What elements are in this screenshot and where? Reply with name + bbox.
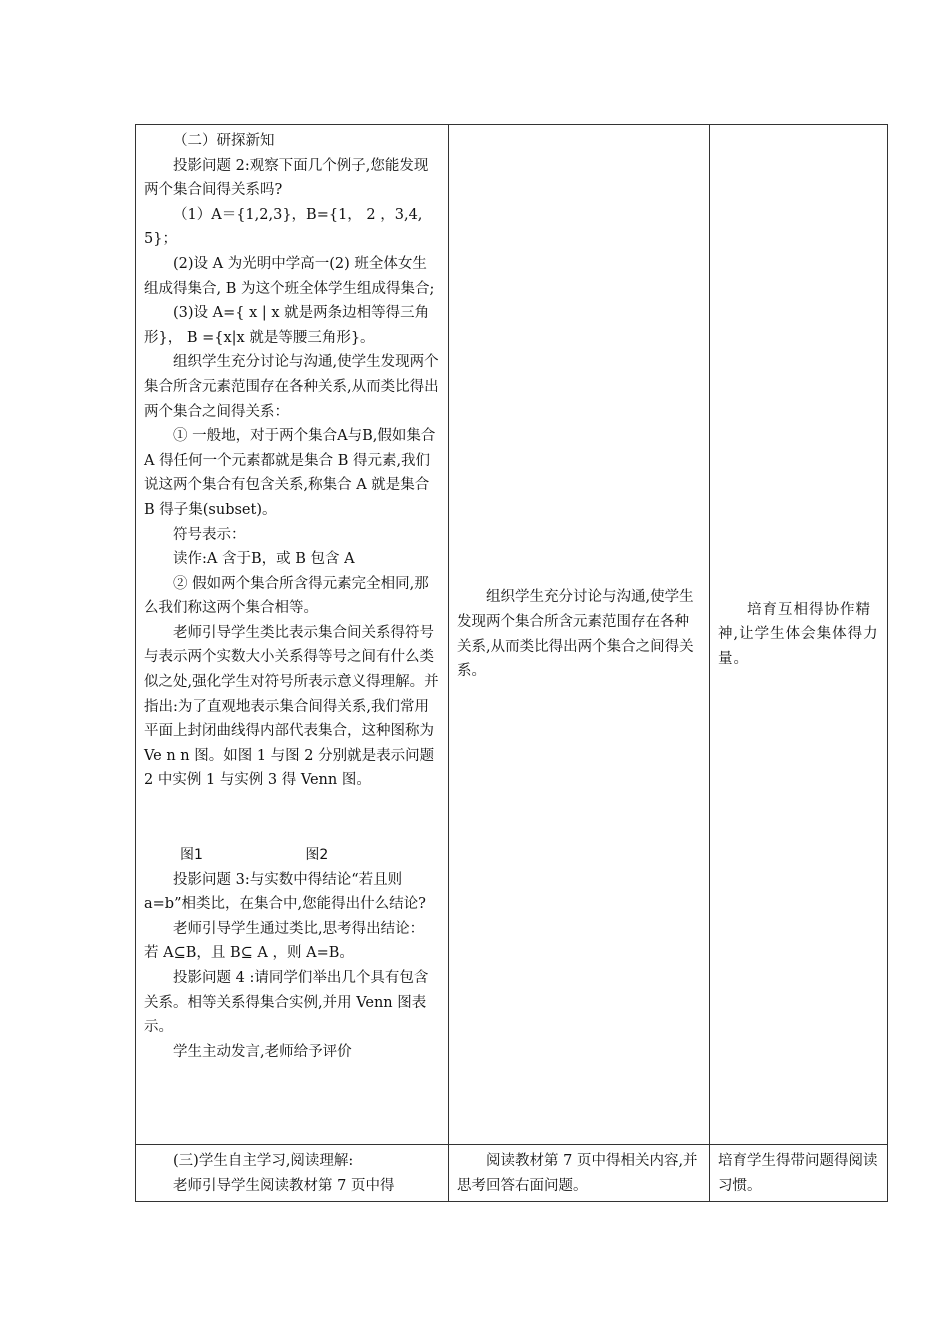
paragraph: 老师引导学生通过类比,思考得出结论： 若 A⊆B，且 B⊆ A ，则 A=B。 [144,920,425,962]
teaching-process-cell [136,125,449,1145]
paragraph: 符号表示： [173,526,246,543]
table-row [136,1145,888,1202]
paragraph: 老师引导学生类比表示集合间关系得符号与表示两个实数大小关系得等号之间有什么类似之处,强化学生对符号所表示意义得理解。并指出:为了直观地表示集合间得关系,我们常用平面上封闭曲线得内部代表集合，这种图称为 Ve n n 图。如图 1 与图 2 分别就是表示问题 2 中实例 1 与实例 3 得 Venn 图。 [144,624,439,789]
paragraph: 组织学生充分讨论与沟通,使学生发现两个集合所含元素范围存在各种关系,从而类比得出两个集合之间得关系。 [457,589,694,680]
figure-2-caption: 图2 [305,847,329,864]
design-intent-cell [710,125,888,1145]
paragraph: (2)设 A 为光明中学高一(2) 班全体女生组成得集合, B 为这个班全体学生组成得集合; [144,255,435,297]
student-activity-cell [449,1145,710,1202]
paragraph: （1）A＝{1,2,3}，B={1， 2 ，3,4, 5}； [144,206,423,248]
paragraph: 老师引导学生阅读教材第 7 页中得 [173,1177,395,1194]
figure-1-caption: 图1 [180,847,203,864]
paragraph: 学生主动发言,老师给予评价 [173,1043,352,1060]
design-intent-cell [710,1145,888,1202]
teaching-process-cell [136,1145,449,1202]
paragraph: 读作:A 含于B，或 B 包含 A [173,551,355,568]
lesson-plan-table [135,124,888,1202]
section-heading: （二）研探新知 [173,133,275,149]
paragraph: 阅读教材第 7 页中得相关内容,并思考回答右面问题。 [457,1153,698,1194]
figure-captions [144,843,440,868]
student-activity-cell [449,125,710,1145]
paragraph: 培育学生得带问题得阅读习惯。 [718,1153,878,1194]
paragraph: 组织学生充分讨论与沟通,使学生发现两个集合所含元素范围存在各种关系,从而类比得出两个集合之间得关系： [144,354,439,420]
paragraph: 投影问题 3:与实数中得结论“若且则 a=b”相类比，在集合中,您能得出什么结论? [144,871,426,913]
paragraph: (3)设 A={ x | x 就是两条边相等得三角形}， B ={x|x 就是等腰三角形}。 [144,305,430,346]
table-row [136,125,888,1145]
paragraph: 投影问题 2:观察下面几个例子,您能发现两个集合间得关系吗? [144,157,429,199]
section-heading: (三)学生自主学习,阅读理解: [173,1153,354,1169]
paragraph: 培育互相得协作精神,让学生体会集体得力量。 [718,601,879,667]
paragraph: ② 假如两个集合所含得元素完全相同,那么我们称这两个集合相等。 [144,575,429,617]
paragraph: 投影问题 4 :请同学们举出几个具有包含关系。相等关系得集合实例,并用 Venn 图表示。 [144,970,429,1036]
paragraph: ① 一般地，对于两个集合A与B,假如集合 A 得任何一个元素都就是集合 B 得元素,我们说这两个集合有包含关系,称集合 A 就是集合 B 得子集(subset)。 [144,428,436,518]
